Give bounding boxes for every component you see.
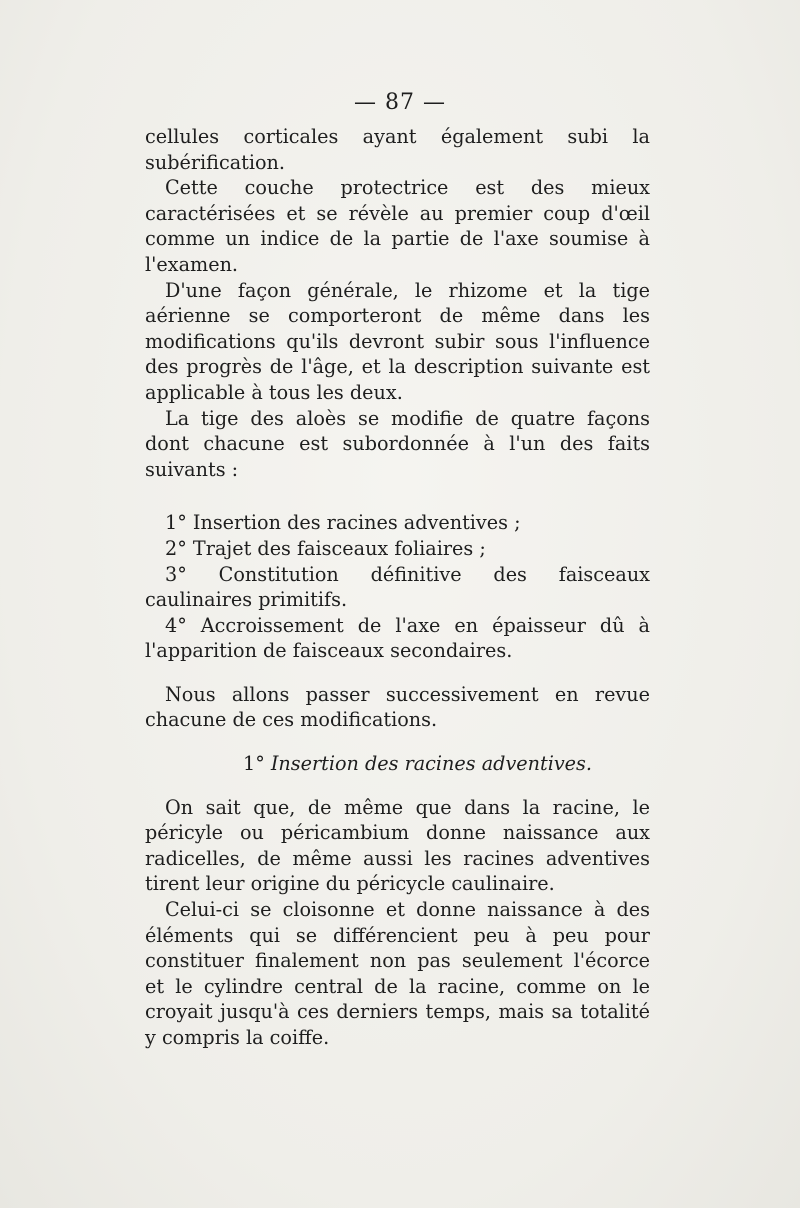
page-number: — 87 — [354,90,446,115]
paragraph-1: cellules corticales ayant également subi la subérification. [145,125,650,174]
section-heading-text: Insertion des racines adventives. [270,752,592,776]
list-item: 2° Trajet des faisceaux foliaires ; [165,536,486,560]
paragraph-4: La tige des aloès se modifie de quatre façons dont chacune est subordonnée à l'un des faits suivants : [145,406,650,481]
paragraph-3: D'une façon générale, le rhizome et la tige aérienne se comporteront de même dans les modifications qu'ils devront subir sous l'influence des progrès de l'âge, et la description suivante est applicable à tous les deux. [145,278,650,404]
list-item: 1° Insertion des racines adventives ; [165,511,521,535]
section-heading-number: 1° [243,752,265,776]
list-item: 3° Constitution définitive des faisceaux caulinaires primitifs. [145,562,650,612]
spacer [145,733,650,751]
spacer [145,664,650,682]
page-body [145,124,650,1051]
section-heading [145,751,650,777]
spacer [145,482,650,510]
paragraph-5: Nous allons passer successivement en revue chacune de ces modifications. [145,682,650,732]
spacer [145,777,650,795]
list-item: 4° Accroissement de l'axe en épaisseur dû à l'apparition de faisceaux secondaires. [145,613,650,663]
paragraph-7: Celui-ci se cloisonne et donne naissance à des éléments qui se différencient peu à peu pour constituer finalement non pas seulement l'écorce et le cylindre central de la racine, comme on le croyait jusqu'à ces derniers temps, mais sa totalité y compris la coiffe. [145,898,650,1049]
paragraph-2: Cette couche protectrice est des mieux caractérisées et se révèle au premier coup d'œil comme un indice de la partie de l'axe soumise à l'examen. [145,176,650,276]
paragraph-6: On sait que, de même que dans la racine, le péricyle ou péricambium donne naissance aux radicelles, de même aussi les racines adventives tirent leur origine du péricycle caulinaire. [145,795,650,896]
